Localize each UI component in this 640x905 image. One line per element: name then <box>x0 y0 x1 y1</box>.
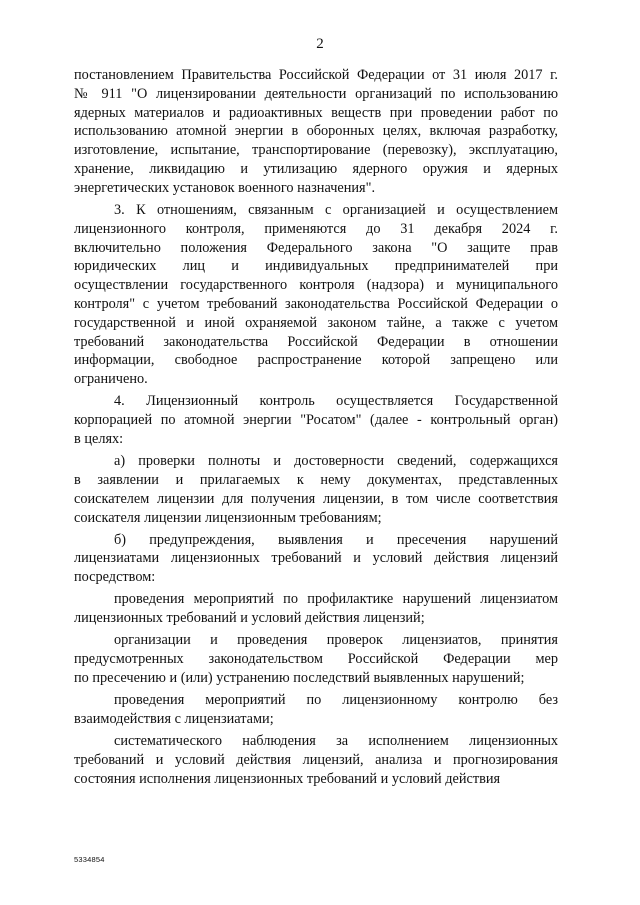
text-line: № 911 "О лицензировании деятельности организаций по использованию <box>74 85 558 102</box>
text-line: предусмотренных законодательством Российской Федерации мер <box>74 651 558 668</box>
text-line: государственной и иной охраняемой законом тайне, а также с учетом <box>74 314 558 331</box>
text-line: осуществлении государственного контроля (надзора) и муниципального <box>74 277 558 294</box>
text-line: изготовление, испытание, транспортирование (перевозку), эксплуатацию, <box>74 142 558 159</box>
text-line: организации и проведения проверок лицензиатов, принятия <box>114 632 558 649</box>
text-line: а) проверки полноты и достоверности сведений, содержащихся <box>114 453 558 470</box>
text-line: взаимодействия с лицензиатами; <box>74 711 274 728</box>
text-line: систематического наблюдения за исполнением лицензионных <box>114 733 558 750</box>
text-line: хранение, ликвидацию и утилизацию ядерного оружия и ядерных <box>74 160 558 177</box>
text-line: в заявлении и прилагаемых к нему документах, представленных <box>74 471 558 488</box>
paragraph-p8 <box>74 691 558 729</box>
text-line: проведения мероприятий по профилактике нарушений лицензиатом <box>114 591 558 608</box>
text-line: лицензиатами лицензионных требований и условий действия лицензий <box>74 550 558 567</box>
text-line: 4. Лицензионный контроль осуществляется Государственной <box>114 393 558 410</box>
text-line: ограничено. <box>74 371 148 388</box>
text-line: посредством: <box>74 569 156 586</box>
text-line: по пресечению и (или) устранению последствий выявленных нарушений; <box>74 670 525 687</box>
document-code: 5334854 <box>74 855 105 864</box>
text-line: в целях: <box>74 430 124 447</box>
text-line: контроля" с учетом требований законодательства Российской Федерации о <box>74 295 558 312</box>
text-line: юридических лиц и индивидуальных предпринимателей при <box>74 258 558 275</box>
paragraph-p5 <box>74 531 558 587</box>
text-line: использованию атомной энергии в оборонных целях, включая разработку, <box>74 123 558 140</box>
text-line: соискателем лицензии для получения лицензии, в том числе соответствия <box>74 490 558 507</box>
text-line: б) предупреждения, выявления и пресечения нарушений <box>114 531 558 548</box>
text-line: требований и условий действия лицензий, анализа и прогнозирования <box>74 752 558 769</box>
text-line: лицензионного контроля, применяются до 31 декабря 2024 г. <box>74 220 558 237</box>
text-line: включительно положения Федерального закона "О защите прав <box>74 239 558 256</box>
text-line: энергетических установок военного назначения". <box>74 179 376 196</box>
paragraph-p2 <box>74 201 558 389</box>
text-line: информации, свободное распространение которой запрещено или <box>74 352 558 369</box>
text-line: лицензионных требований и условий действия лицензий; <box>74 610 425 627</box>
paragraph-p6 <box>74 590 558 628</box>
text-line: постановлением Правительства Российской Федерации от 31 июля 2017 г. <box>74 67 558 83</box>
text-line: 3. К отношениям, связанным с организацией и осуществлением <box>114 201 558 218</box>
text-line: корпорацией по атомной энергии "Росатом" (далее - контрольный орган) <box>74 412 558 429</box>
text-line: проведения мероприятий по лицензионному контролю без <box>114 692 558 709</box>
text-line: состояния исполнения лицензионных требований и условий действия <box>74 770 501 787</box>
page-number: 2 <box>316 36 324 52</box>
paragraph-p4 <box>74 452 558 527</box>
text-line: требований законодательства Российской Федерации в отношении <box>74 333 558 350</box>
paragraph-p9 <box>74 732 558 788</box>
paragraph-p1 <box>74 66 558 198</box>
document-body <box>74 66 558 789</box>
text-line: ядерных материалов и радиоактивных веществ при проведении работ по <box>74 104 558 121</box>
paragraph-p7 <box>74 631 558 687</box>
text-line: соискателя лицензии лицензионным требованиям; <box>74 509 382 526</box>
paragraph-p3 <box>74 392 558 448</box>
